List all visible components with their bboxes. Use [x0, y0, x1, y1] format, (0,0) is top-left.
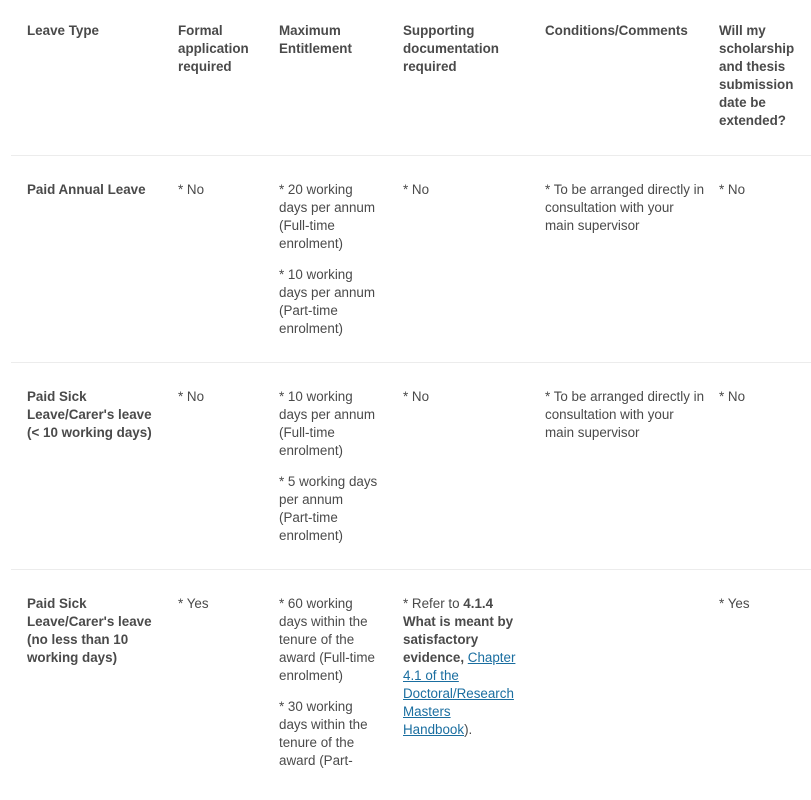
max-entitlement-cell — [279, 595, 379, 770]
entitlement-full-time: * 20 working days per annum (Full-time enrolment) — [279, 182, 376, 251]
entitlement-full-time: * 10 working days per annum (Full-time enrolment) — [279, 389, 376, 458]
formal-application-cell: * Yes — [178, 596, 209, 611]
header-formal-application: Formal application required — [178, 23, 249, 74]
max-entitlement-cell — [279, 181, 379, 338]
table-row — [11, 570, 811, 800]
header-leave-type: Leave Type — [27, 23, 99, 38]
leave-table — [11, 0, 811, 800]
leave-type-cell: Paid Annual Leave — [27, 182, 146, 197]
leave-type-cell: Paid Sick Leave/Carer's leave (no less than 10 working days) — [27, 596, 152, 665]
table-row — [11, 363, 811, 570]
entitlement-part-time: * 10 working days per annum (Part-time enrolment) — [279, 267, 376, 336]
supporting-docs-cell: * No — [403, 389, 430, 404]
formal-application-cell: * No — [178, 389, 205, 404]
formal-application-cell: * No — [178, 182, 205, 197]
extended-cell: * No — [719, 182, 746, 197]
entitlement-full-time: * 60 working days within the tenure of the award (Full-time enrolment) — [279, 596, 375, 683]
max-entitlement-cell — [279, 388, 379, 545]
evidence-section-ref: 4.1.4 What is meant by satisfactory evidence, — [403, 596, 514, 665]
table-header-row — [11, 0, 811, 156]
header-supporting-documentation: Supporting documentation required — [403, 23, 499, 74]
header-conditions-comments: Conditions/Comments — [545, 23, 688, 38]
conditions-cell: * To be arranged directly in consultation with your main supervisor — [545, 182, 705, 233]
header-scholarship-extended: Will my scholarship and thesis submission date be extended? — [719, 23, 795, 128]
refer-prefix: * Refer to — [403, 596, 464, 611]
extended-cell: * No — [719, 389, 746, 404]
extended-cell: * Yes — [719, 596, 750, 611]
table-row — [11, 156, 811, 363]
supporting-docs-cell: * No — [403, 182, 430, 197]
entitlement-part-time: * 30 working days within the tenure of the award (Part- — [279, 699, 368, 768]
conditions-cell: * To be arranged directly in consultation with your main supervisor — [545, 389, 705, 440]
header-maximum-entitlement: Maximum Entitlement — [279, 23, 352, 56]
handbook-link[interactable]: Chapter 4.1 of the Doctoral/Research Masters Handbook — [403, 650, 516, 737]
supporting-docs-cell — [403, 595, 523, 739]
entitlement-part-time: * 5 working days per annum (Part-time enrolment) — [279, 474, 378, 543]
leave-type-cell: Paid Sick Leave/Carer's leave (< 10 working days) — [27, 389, 152, 440]
refer-suffix: ). — [464, 722, 473, 737]
